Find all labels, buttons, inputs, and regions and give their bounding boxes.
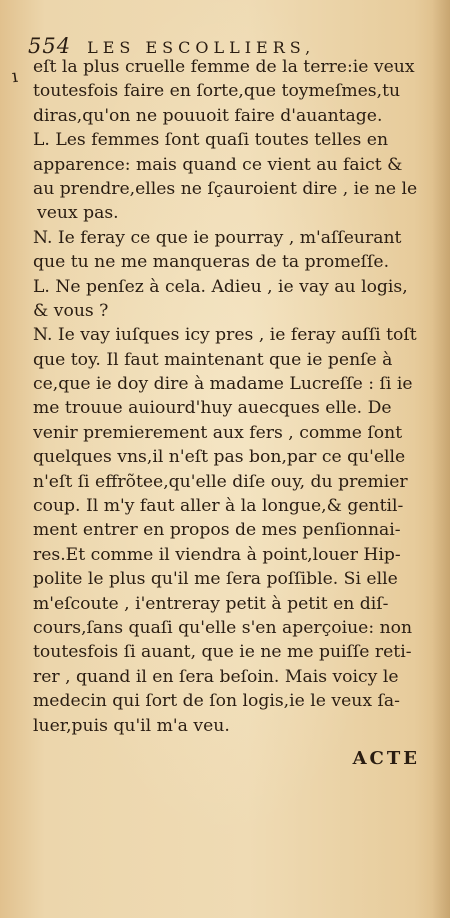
text-line: L. Ne penſez à cela. Adieu , ie vay au logis, [33,276,408,297]
page-fold-shadow [432,0,450,918]
text-line: medecin qui ſort de ſon logis,ie le veux ſa- [33,691,400,712]
text-line: au prendre,elles ne ſçauroient dire , ie ne le [33,178,418,199]
text-line: n'eſt ſi effrõtee,qu'elle diſe ouy, du premier [33,471,408,492]
page-number: 554 [28,34,72,58]
text-line: que tu ne me manqueras de ta promeſſe. [33,252,390,273]
text-line: rer , quand il en ſera beſoin. Mais voicy le [33,666,399,687]
text-line: apparence: mais quand ce vient au faict & [33,154,403,175]
act-heading: ACTE [352,748,420,769]
running-title: LES ESCOLLIERS, [87,38,316,57]
text-line: venir premierement aux fers , comme ſont [33,422,403,443]
text-line: eſt la plus cruelle femme de la terre:ie veux [33,57,415,77]
text-line: & vous ? [33,300,109,321]
body-text [33,55,423,738]
text-line: cours,ſans quaſi qu'elle s'en aperçoiue: non [33,617,413,638]
text-line: ment entrer en propos de mes penſionnai- [33,520,401,541]
text-line: m'eſcoute , i'entreray petit à petit en diſ- [33,593,389,614]
text-line: N. Ie vay iuſques icy pres , ie feray auſſi toſt [33,325,417,346]
text-line: ce,que ie doy dire à madame Lucreſſe : ſi ie [33,374,413,395]
text-line: toutesfois ſi auant, que ie ne me puiſſe reti- [33,642,412,663]
text-line: res.Et comme il viendra à point,louer Hip- [33,544,401,565]
margin-mark: ı [10,65,20,88]
text-line: que toy. Il faut maintenant que ie penſe à [33,349,393,370]
text-line: luer,puis qu'il m'a veu. [33,715,230,736]
text-line: veux pas. [37,203,119,224]
text-line: coup. Il m'y faut aller à la longue,& gentil- [33,496,404,517]
text-line: L. Les femmes ſont quaſi toutes telles en [33,130,389,151]
text-line: toutesfois faire en ſorte,que toymeſmes,tu [33,81,401,102]
text-line: N. Ie feray ce que ie pourray , m'aſſeurant [33,227,402,248]
text-line: polite le plus qu'il me ſera poſſible. Si elle [33,569,398,590]
text-line: me trouue auiourd'huy auecques elle. De [33,398,392,419]
text-line: quelques vns,il n'eſt pas bon,par ce qu'elle [33,447,406,468]
text-line: diras,qu'on ne pouuoit faire d'auantage. [33,105,383,126]
